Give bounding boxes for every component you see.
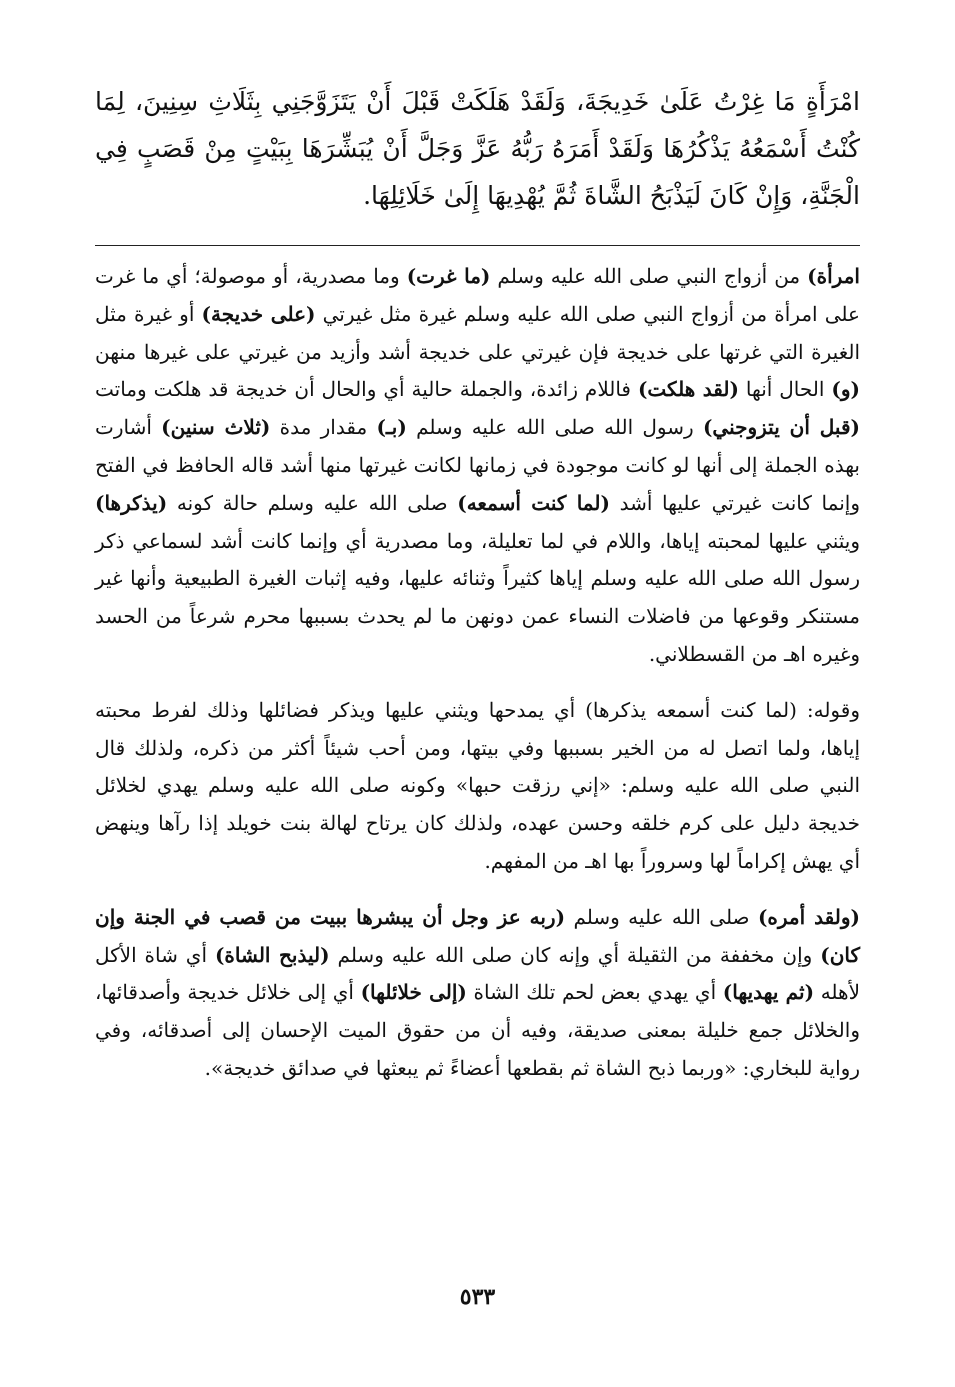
commentary-span: (و)	[831, 377, 860, 402]
commentary-span: أو غيرة مثل الغيرة التي غرتها على خديجة فإن غيرتي على خديجة أشد وأزيد من غيرتي على غيرها منهن	[95, 301, 860, 364]
commentary-span: (ما غرت)	[406, 264, 491, 288]
commentary-span: أي شاة الأكل لأهله	[95, 942, 860, 1005]
commentary-span: امرأة)	[807, 264, 860, 288]
commentary-span: وما مصدرية، أو موصولة؛ أي ما غرت على امرأة من أزواج النبي صلى الله عليه وسلم غيرة مثل غيرتي	[95, 264, 860, 326]
commentary-paragraph-1	[95, 258, 860, 674]
commentary-paragraph-2	[95, 692, 860, 881]
commentary-span: (بـ)	[376, 415, 407, 440]
commentary-span: (لما كنت أسمعه)	[457, 490, 610, 515]
commentary-span: (ثلاث سنين)	[161, 415, 271, 440]
commentary-span: ويثني عليها لمحبته إياها، واللام في لما تعليلة، وما مصدرية أي وإنما كانت أشد لسماعي ذكر رسول الله صلى الله عليه وسلم إياها كثيراً وثنائه عليها، وفيه إثبات الغيرة الطبيعية وأنها غير مستنكر وقوعها من فاضلات النساء عمن دونهن ما لم يحدث بسببها محرم شرعاً من الحسد وغيره اهـ من القسطلاني.	[95, 528, 860, 666]
commentary-span: أي إلى خلائل خديجة وأصدقائها، والخلائل جمع خليلة بمعنى صديقة، وفيه أن من حقوق الميت الإحسان إلى أصدقائه، وفي رواية للبخاري: «وربما ذبح الشاة ثم بقطعها أعضاءً ثم يبعثها في صدائق خديجة».	[95, 980, 860, 1080]
commentary-span: (ولقد أمره)	[757, 904, 861, 929]
commentary-span: (ربه عز وجل أن يبشرها ببيت من قصب في الجنة وإن كان)	[95, 904, 860, 967]
commentary-span: مقدار مدة	[270, 415, 377, 440]
hadith-text: امْرَأَةٍ مَا غِرْتُ عَلَىٰ خَدِيجَةَ، وَلَقَدْ هَلَكَتْ قَبْلَ أَنْ يَتَزَوَّجَنِي بِثَلَاثِ سِنِينَ، لِمَا كُنْتُ أَسْمَعُهُ يَذْكُرُهَا وَلَقَدْ أَمَرَهُ رَبُّهُ عَزَّ وَجَلَّ أَنْ يُبَشِّرَهَا بِبَيْتٍ مِنْ قَصَبٍ فِي الْجَنَّةِ، وَإِنْ كَانَ لَيَذْبَحُ الشَّاةَ ثُمَّ يُهْدِيهَا إِلَىٰ خَلَائِلِهَا.	[95, 87, 860, 210]
commentary-span: (ثم يهديها)	[722, 980, 815, 1005]
commentary-span: الحال أنها	[738, 377, 832, 402]
commentary-span: فاللام زائدة، والجملة حالية أي والحال أن خديجة قد هلكت وماتت	[95, 377, 638, 402]
commentary-span: وإن مخففة من الثقيلة أي وإنه كان صلى الله عليه وسلم	[329, 942, 821, 967]
commentary-span: (يذكرها)	[95, 490, 168, 515]
commentary-span: صلى الله عليه وسلم	[565, 904, 758, 929]
commentary-paragraph-3	[95, 899, 860, 1088]
commentary-span: (إلى خلائلها)	[360, 980, 467, 1005]
book-page	[95, 70, 860, 1106]
commentary-span: صلى الله عليه وسلم حالة كونه	[167, 490, 458, 515]
commentary-span: (قبل أن يتزوجني)	[702, 415, 860, 440]
commentary-span: أشارت بهذه الجملة إلى أنها لو كانت موجودة في زمانها لكانت غيرتها منها أشد قاله الحافظ في الفتح وإنما كانت غيرتي عليها أشد	[95, 415, 860, 515]
commentary-span: رسول الله صلى الله عليه وسلم	[406, 415, 703, 440]
page-number: ٥٣٣	[459, 1284, 496, 1310]
commentary	[95, 258, 860, 1088]
footnote-divider	[95, 245, 860, 246]
commentary-span: وقوله: (لما كنت أسمعه يذكرها) أي يمدحها ويثني عليها ويذكر فضائلها وذلك لفرط محبته إياها، ولما اتصل له من الخير بسببها وفي بيتها، ومن أحب شيئاً أكثر من ذكره، ولذلك قال النبي صلى الله عليه وسلم: «إني رزقت حبها» وكونه صلى الله عليه وسلم يهدي لخلائل خديجة دليل على كرم خلقه وحسن عهده، ولذلك كان يرتاح لهالة بنت خويلد إذا رآها وينهض أي يهش إكراماً لها وسروراً بها اهـ من المفهم.	[95, 697, 860, 873]
commentary-span: (على خديجة)	[201, 301, 316, 326]
commentary-span: (ليذبح الشاة)	[214, 942, 330, 967]
commentary-span: من أزواج النبي صلى الله عليه وسلم	[490, 264, 808, 288]
commentary-span: (لقد هلكت)	[637, 377, 739, 402]
commentary-span: أي يهدي بعض لحم تلك الشاة	[466, 980, 723, 1005]
